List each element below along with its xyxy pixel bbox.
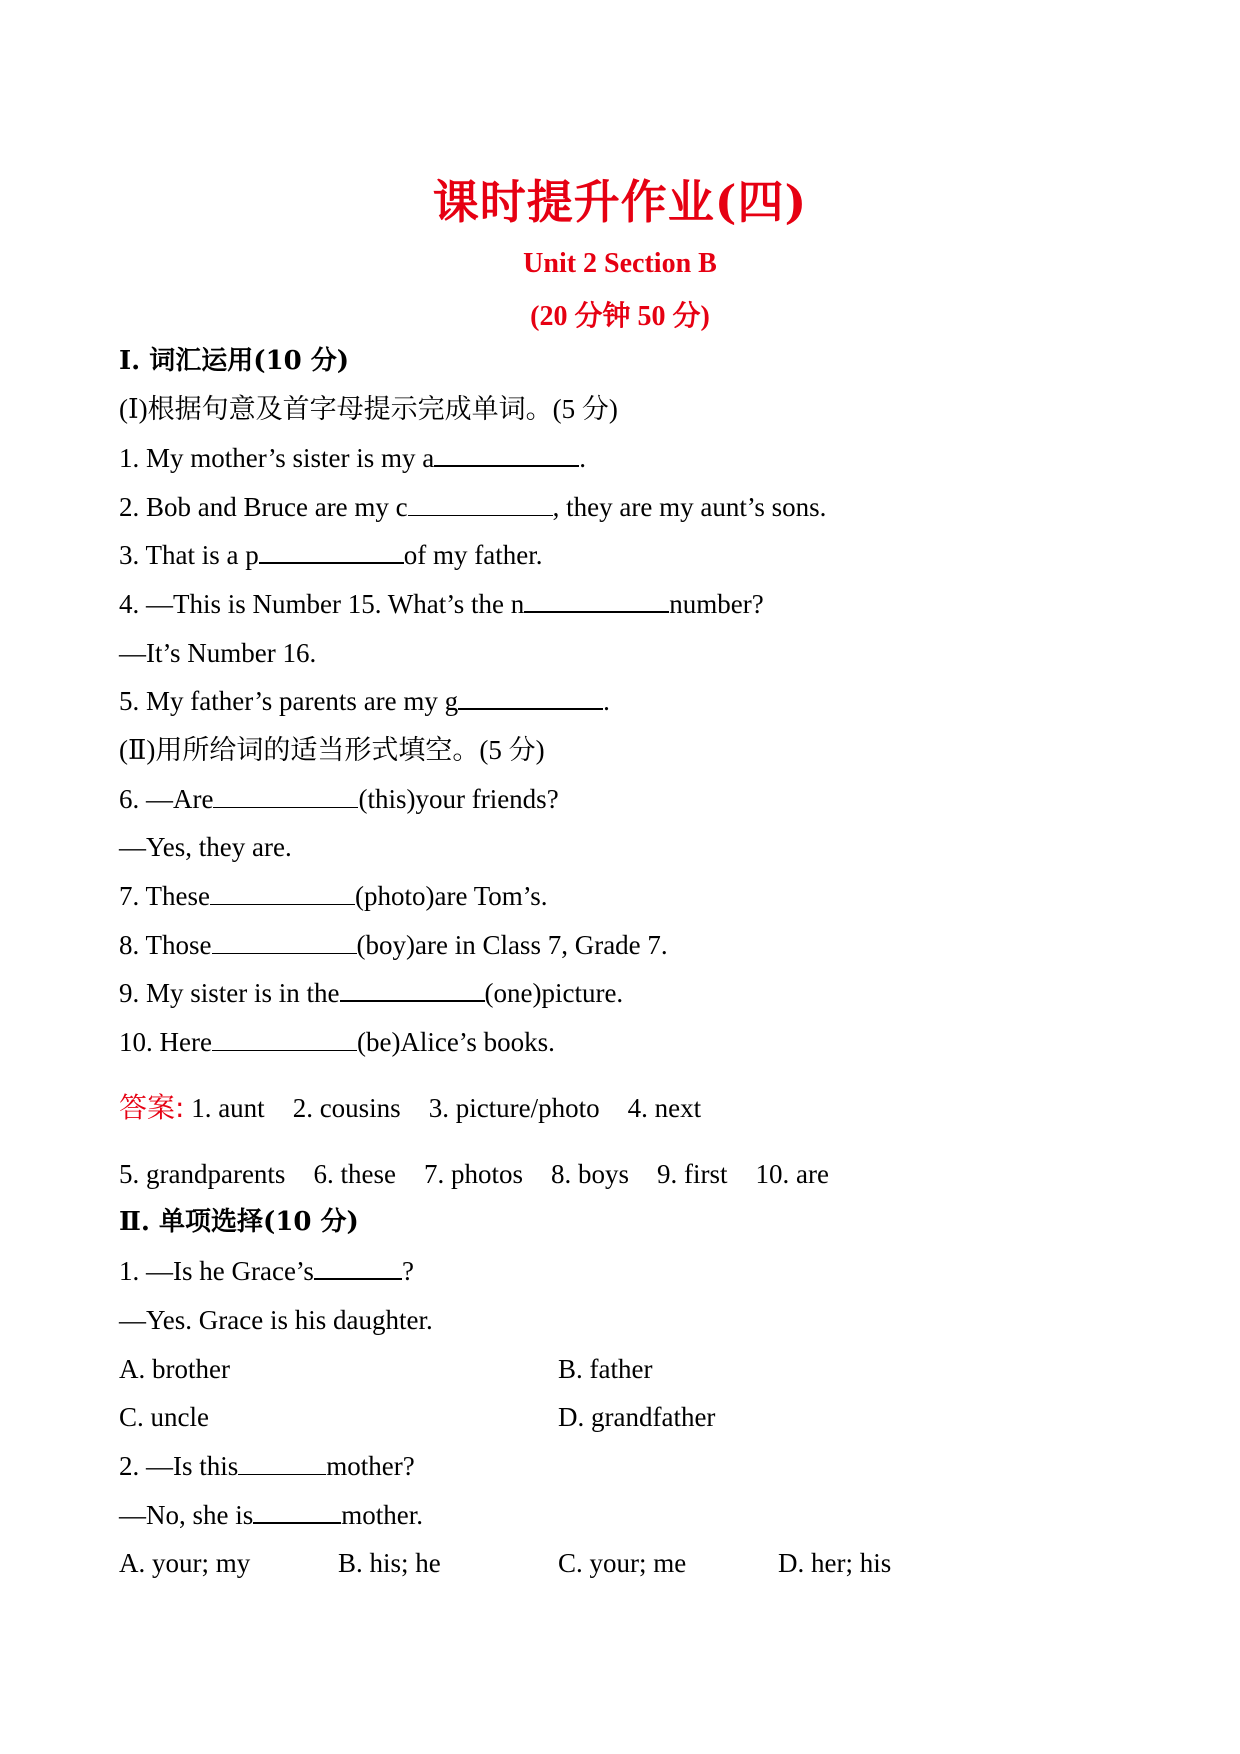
part1-sub1-instruction: (Ⅰ)根据句意及首字母提示完成单词。(5 分) (119, 394, 618, 424)
part2-heading: Ⅱ. 单项选择(10 分) (119, 1207, 359, 1237)
option-d[interactable]: D. her; his (778, 1548, 892, 1578)
answer-blank[interactable] (314, 1256, 402, 1280)
answer-blank[interactable] (253, 1500, 341, 1524)
unit-subtitle: Unit 2 Section B (523, 248, 717, 279)
page-title: 课时提升作业(四) (432, 175, 808, 229)
question-4-reply: —It’s Number 16. (119, 638, 317, 668)
option-a[interactable]: A. your; my (119, 1548, 251, 1578)
time-score-subtitle: (20 分钟 50 分) (530, 301, 710, 332)
answer-blank[interactable] (524, 589, 669, 613)
question-7: 7. These (photo)are Tom’s. (119, 881, 548, 911)
answer-blank[interactable] (458, 686, 603, 710)
question-10: 10. Here (be)Alice’s books. (119, 1027, 555, 1057)
answer-blank[interactable] (434, 443, 579, 467)
question-2: 2. Bob and Bruce are my c , they are my aunt’s sons. (119, 492, 827, 522)
answer-key-row-1: 答案: 1. aunt 2. cousins 3. picture/photo 4. next (119, 1091, 702, 1124)
mc-question-2-reply: —No, she is mother. (119, 1500, 423, 1530)
answer-blank[interactable] (212, 1028, 357, 1051)
question-8: 8. Those (boy)are in Class 7, Grade 7. (119, 930, 668, 960)
option-c[interactable]: C. your; me (558, 1548, 687, 1578)
answer-blank[interactable] (340, 978, 485, 1002)
answer-blank[interactable] (212, 931, 357, 954)
question-4: 4. —This is Number 15. What’s the n number? (119, 589, 764, 619)
question-6-reply: —Yes, they are. (119, 832, 292, 862)
mc-question-2: 2. —Is this mother? (119, 1451, 415, 1481)
answer-blank[interactable] (213, 785, 358, 808)
mc-question-1: 1. —Is he Grace’s ? (119, 1256, 414, 1286)
option-c[interactable]: C. uncle (119, 1402, 209, 1432)
option-b[interactable]: B. his; he (338, 1548, 441, 1578)
option-d[interactable]: D. grandfather (558, 1402, 716, 1432)
question-9: 9. My sister is in the (one)picture. (119, 978, 624, 1008)
answer-blank[interactable] (238, 1452, 326, 1475)
option-a[interactable]: A. brother (119, 1354, 230, 1384)
answer-label: 答案: (119, 1091, 185, 1124)
part1-heading: Ⅰ. 词汇运用(10 分) (119, 346, 350, 376)
question-1: 1. My mother’s sister is my a . (119, 443, 586, 473)
option-b[interactable]: B. father (558, 1354, 653, 1384)
part1-sub2-instruction: (Ⅱ)用所给词的适当形式填空。(5 分) (119, 735, 545, 765)
question-5: 5. My father’s parents are my g . (119, 686, 610, 716)
answer-blank[interactable] (259, 540, 404, 564)
answer-blank[interactable] (210, 882, 355, 905)
answer-blank[interactable] (408, 493, 553, 516)
answer-key-row-2: 5. grandparents 6. these 7. photos 8. boys 9. first 10. are (119, 1159, 829, 1189)
mc-question-1-reply: —Yes. Grace is his daughter. (119, 1305, 433, 1335)
question-6: 6. —Are (this)your friends? (119, 784, 559, 814)
question-3: 3. That is a p of my father. (119, 540, 543, 570)
